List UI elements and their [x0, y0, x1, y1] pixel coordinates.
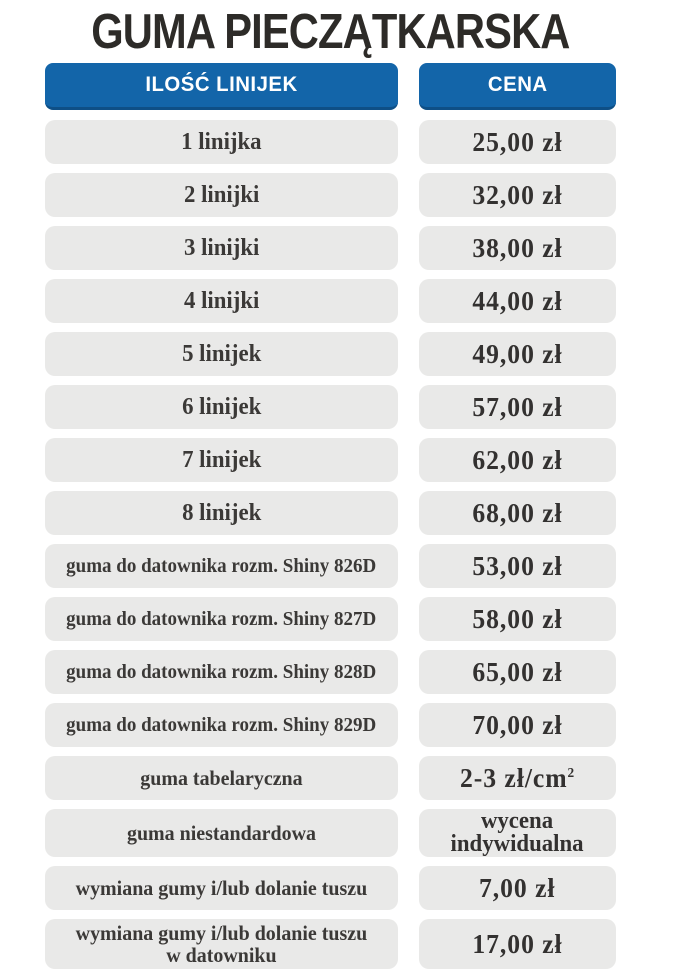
row-label: 6 linijek — [181, 393, 262, 420]
row-label: 3 linijki — [183, 234, 260, 261]
row-price: 32,00 zł — [472, 179, 563, 210]
row-label: 2 linijki — [183, 181, 260, 208]
row-label-line: w datowniku — [166, 943, 277, 967]
row-label: guma do datownika rozm. Shiny 829D — [66, 713, 377, 736]
table-row — [45, 703, 616, 747]
table-row — [45, 544, 616, 588]
row-price: 62,00 zł — [472, 444, 563, 475]
table-row — [45, 756, 616, 800]
row-label-cell — [45, 756, 398, 800]
row-price: 70,00 zł — [472, 709, 563, 740]
row-label — [76, 922, 368, 966]
table-row — [45, 866, 616, 910]
row-price: 58,00 zł — [472, 603, 563, 634]
row-price: 57,00 zł — [472, 391, 563, 422]
row-label: wymiana gumy i/lub dolanie tuszu — [75, 876, 368, 900]
row-label: 8 linijek — [181, 499, 262, 526]
row-price: 2-3 $zł/cm^2$ — [460, 762, 575, 793]
row-label-cell — [45, 279, 398, 323]
row-price: 25,00 zł — [472, 126, 563, 157]
row-label: 7 linijek — [181, 446, 262, 473]
row-price-cell — [419, 226, 616, 270]
row-price-cell — [419, 756, 616, 800]
row-price: 7,00 zł — [479, 872, 556, 903]
table-row — [45, 385, 616, 429]
row-label: guma do datownika rozm. Shiny 826D — [66, 554, 377, 577]
row-label: guma do datownika rozm. Shiny 827D — [66, 607, 377, 630]
row-label-cell — [45, 173, 398, 217]
page-title: GUMA PIECZĄTKARSKA — [91, 5, 570, 59]
row-price: 68,00 zł — [472, 497, 563, 528]
row-label-cell — [45, 332, 398, 376]
row-price-cell — [419, 866, 616, 910]
table-body — [45, 120, 616, 969]
row-price-cell — [419, 650, 616, 694]
row-price-cell — [419, 438, 616, 482]
price-table — [45, 63, 616, 969]
row-price: 38,00 zł — [472, 232, 563, 263]
row-price-cell — [419, 120, 616, 164]
row-label-cell — [45, 597, 398, 641]
row-label: guma tabelaryczna — [140, 766, 303, 790]
row-label: 1 linijka — [181, 128, 262, 155]
row-label-cell — [45, 650, 398, 694]
table-row — [45, 279, 616, 323]
table-row — [45, 120, 616, 164]
row-price: 17,00 zł — [472, 928, 563, 959]
row-label-cell — [45, 385, 398, 429]
row-price-cell — [419, 597, 616, 641]
row-label-cell — [45, 120, 398, 164]
table-row — [45, 438, 616, 482]
row-label: 4 linijki — [183, 287, 260, 314]
row-price-cell — [419, 332, 616, 376]
row-label-line: wymiana gumy i/lub dolanie tuszu — [75, 921, 368, 945]
row-price-line: indywidualna — [450, 831, 585, 857]
row-label-cell — [45, 544, 398, 588]
table-row — [45, 597, 616, 641]
row-price-cell — [419, 919, 616, 969]
column-header-price-label: CENA — [487, 73, 548, 96]
row-label-cell — [45, 809, 398, 857]
row-price — [451, 810, 584, 856]
row-price-cell — [419, 544, 616, 588]
table-row — [45, 650, 616, 694]
row-label: 5 linijek — [181, 340, 262, 367]
row-label-cell — [45, 226, 398, 270]
table-row — [45, 919, 616, 969]
table-row — [45, 809, 616, 857]
table-row — [45, 491, 616, 535]
row-label-cell — [45, 703, 398, 747]
row-price: 65,00 zł — [472, 656, 563, 687]
row-label-cell — [45, 919, 398, 969]
row-price: 44,00 zł — [472, 285, 563, 316]
row-price: 53,00 zł — [472, 550, 563, 581]
table-header-row — [45, 63, 616, 110]
row-price-line: wycena — [481, 808, 554, 834]
column-header-price — [419, 63, 616, 110]
row-price-cell — [419, 809, 616, 857]
table-row — [45, 173, 616, 217]
column-header-quantity — [45, 63, 398, 110]
row-label-cell — [45, 438, 398, 482]
row-price-cell — [419, 385, 616, 429]
row-price-cell — [419, 173, 616, 217]
row-price-cell — [419, 491, 616, 535]
table-row — [45, 332, 616, 376]
row-label: guma niestandardowa — [126, 821, 316, 845]
row-label: guma do datownika rozm. Shiny 828D — [66, 660, 377, 683]
row-label-cell — [45, 866, 398, 910]
row-price-cell — [419, 703, 616, 747]
table-row — [45, 226, 616, 270]
row-label-cell — [45, 491, 398, 535]
column-header-quantity-label: ILOŚĆ LINIJEK — [145, 73, 298, 96]
row-price: 49,00 zł — [472, 338, 563, 369]
row-price-cell — [419, 279, 616, 323]
row-price-superscript: 2 — [567, 765, 575, 781]
